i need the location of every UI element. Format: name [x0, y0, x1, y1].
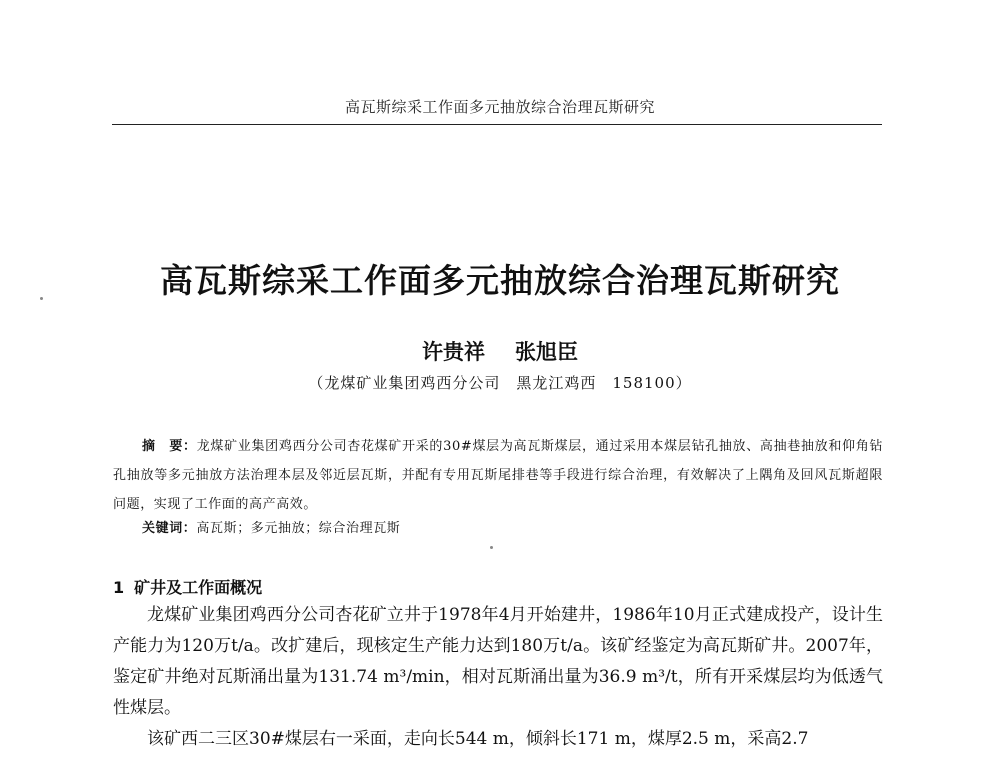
abstract	[113, 432, 883, 519]
abstract-text: 龙煤矿业集团鸡西分公司杏花煤矿开采的30#煤层为高瓦斯煤层，通过采用本煤层钻孔抽放、高抽巷抽放和仰角钻孔抽放等多元抽放方法治理本层及邻近层瓦斯，并配有专用瓦斯尾排巷等手段进行综合治理，有效解决了上隅角及回风瓦斯超限问题，实现了工作面的高产高效。	[113, 439, 883, 512]
running-head: 高瓦斯综采工作面多元抽放综合治理瓦斯研究	[344, 98, 655, 116]
author-list	[0, 336, 1000, 366]
author-affiliation: （龙煤矿业集团鸡西分公司 黑龙江鸡西 158100）	[308, 374, 692, 392]
section-number: 1	[113, 578, 125, 597]
keywords-text: 高瓦斯；多元抽放；综合治理瓦斯	[196, 521, 401, 536]
body-paragraph: 龙煤矿业集团鸡西分公司杏花矿立井于1978年4月开始建井，1986年10月正式建成投产，设计生产能力为120万t/a。改扩建后，现核定生产能力达到180万t/a。该矿经鉴定为高瓦斯矿井。2007年，鉴定矿井绝对瓦斯涌出量为131.74 m³/min，相对瓦斯涌出量为36.9 m³/t，所有开采煤层均为低透气性煤层。	[113, 605, 883, 718]
paper-title: 高瓦斯综采工作面多元抽放综合治理瓦斯研究	[160, 261, 840, 300]
header-rule	[112, 124, 882, 125]
author-name: 张旭臣	[515, 339, 578, 364]
abstract-label: 摘 要：	[142, 439, 197, 454]
keywords	[142, 517, 882, 536]
scan-speck	[490, 546, 493, 549]
section-heading	[113, 575, 262, 598]
body-paragraph: 该矿西二三区30#煤层右一采面，走向长544 m，倾斜长171 m，煤厚2.5 m，采高2.7	[147, 729, 809, 749]
keywords-label: 关键词：	[142, 521, 197, 536]
author-name: 许贵祥	[422, 339, 485, 364]
body-text	[113, 600, 883, 755]
section-title: 矿井及工作面概况	[134, 578, 263, 597]
scan-speck	[40, 297, 43, 300]
